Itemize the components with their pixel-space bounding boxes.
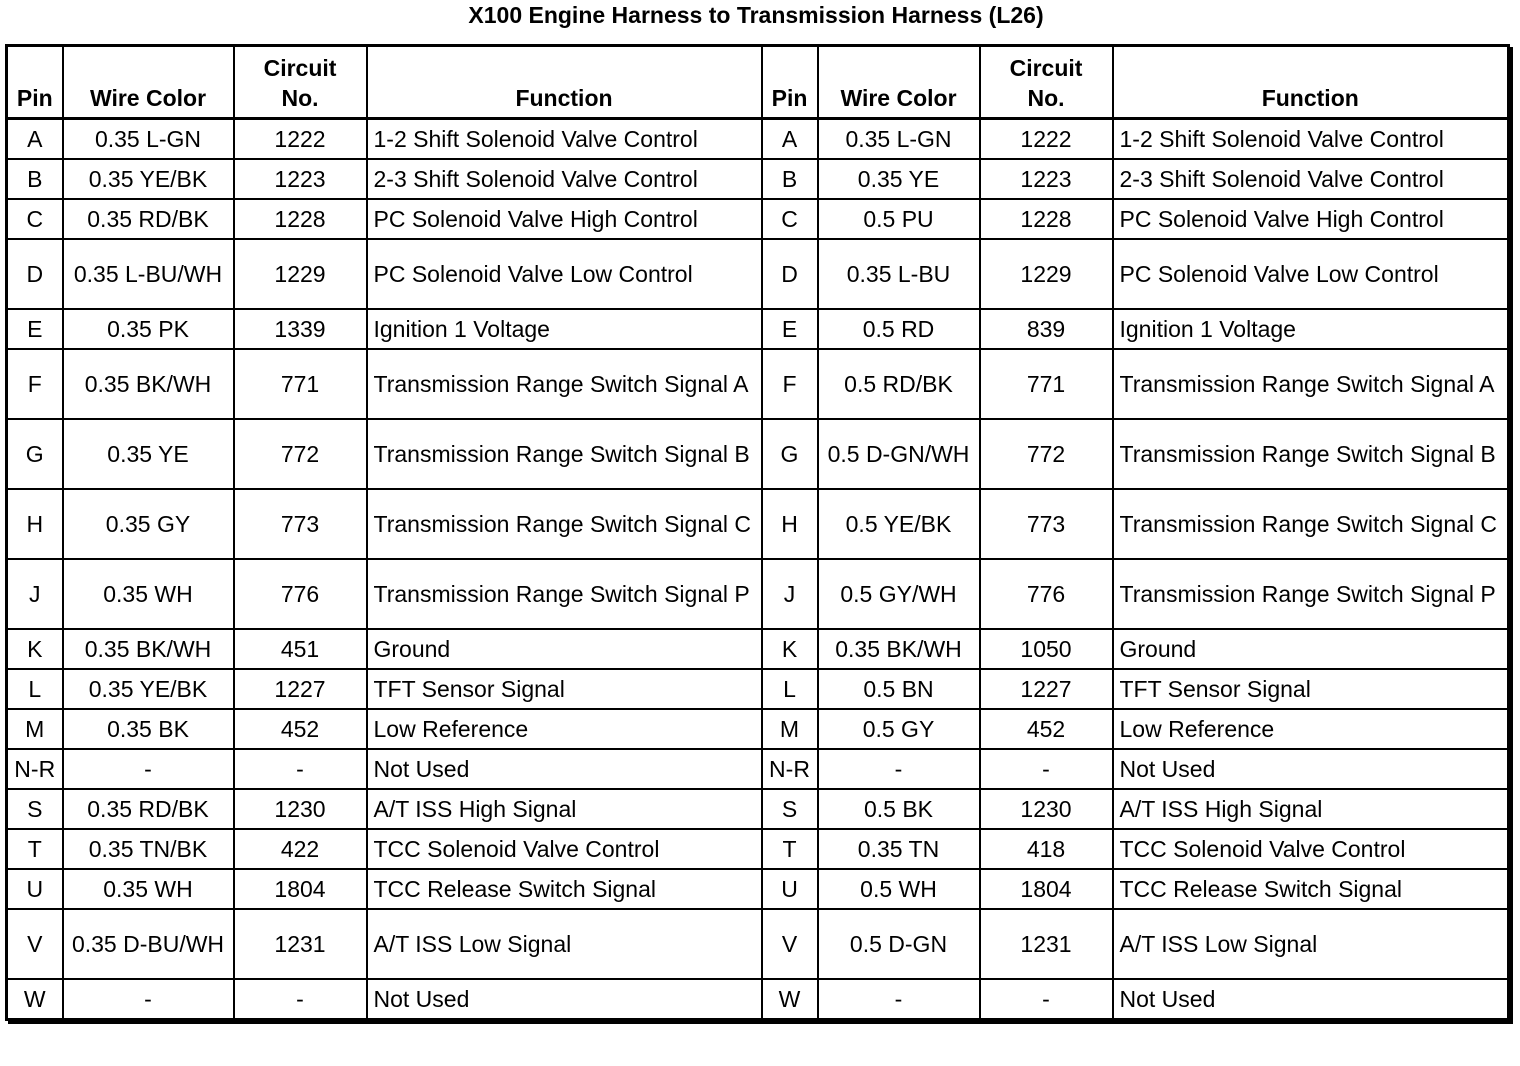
header-circuit-line2: No. (1027, 85, 1065, 111)
circuit-right: 772 (980, 419, 1113, 489)
wire-color-right: - (818, 979, 980, 1020)
connector-pinout-table (5, 44, 1510, 1021)
pin-left: M (7, 709, 63, 749)
circuit-left: 1222 (234, 119, 367, 160)
function-left: PC Solenoid Valve Low Control (367, 239, 762, 309)
circuit-left: 1804 (234, 869, 367, 909)
function-right: 2-3 Shift Solenoid Valve Control (1113, 159, 1509, 199)
circuit-left: 452 (234, 709, 367, 749)
table-row (7, 239, 1509, 309)
circuit-right: 1223 (980, 159, 1113, 199)
header-circuit-right (980, 46, 1113, 119)
table-row (7, 979, 1509, 1020)
wire-color-right: - (818, 749, 980, 789)
wire-color-left: 0.35 PK (63, 309, 234, 349)
pin-right: V (762, 909, 818, 979)
pin-right: A (762, 119, 818, 160)
circuit-left: 773 (234, 489, 367, 559)
circuit-left: - (234, 749, 367, 789)
wire-color-left: 0.35 TN/BK (63, 829, 234, 869)
circuit-left: 1339 (234, 309, 367, 349)
circuit-left: 1223 (234, 159, 367, 199)
pin-right: U (762, 869, 818, 909)
pin-right: G (762, 419, 818, 489)
function-right: Ignition 1 Voltage (1113, 309, 1509, 349)
circuit-left: 771 (234, 349, 367, 419)
wire-color-left: 0.35 WH (63, 559, 234, 629)
table-body (7, 119, 1509, 1020)
pin-left: S (7, 789, 63, 829)
wire-color-left: 0.35 YE/BK (63, 159, 234, 199)
function-left: TFT Sensor Signal (367, 669, 762, 709)
table-row (7, 749, 1509, 789)
pin-left: N-R (7, 749, 63, 789)
pin-left: U (7, 869, 63, 909)
circuit-right: 1227 (980, 669, 1113, 709)
function-left: Transmission Range Switch Signal C (367, 489, 762, 559)
function-left: A/T ISS High Signal (367, 789, 762, 829)
function-right: TCC Solenoid Valve Control (1113, 829, 1509, 869)
wire-color-right: 0.5 D-GN (818, 909, 980, 979)
circuit-right: 839 (980, 309, 1113, 349)
function-right: Transmission Range Switch Signal P (1113, 559, 1509, 629)
table-row (7, 709, 1509, 749)
wire-color-right: 0.35 TN (818, 829, 980, 869)
table-row (7, 489, 1509, 559)
function-left: TCC Solenoid Valve Control (367, 829, 762, 869)
table-row (7, 419, 1509, 489)
pin-left: F (7, 349, 63, 419)
pin-right: M (762, 709, 818, 749)
table-header (7, 46, 1509, 119)
table-row (7, 309, 1509, 349)
header-circuit-line1: Circuit (263, 55, 337, 81)
table-row (7, 199, 1509, 239)
wire-color-right: 0.5 RD/BK (818, 349, 980, 419)
wire-color-left: 0.35 RD/BK (63, 789, 234, 829)
wire-color-left: 0.35 D-BU/WH (63, 909, 234, 979)
wire-color-left: 0.35 WH (63, 869, 234, 909)
wire-color-right: 0.5 YE/BK (818, 489, 980, 559)
table-row (7, 559, 1509, 629)
header-circuit-line1: Circuit (1009, 55, 1083, 81)
table-row (7, 119, 1509, 160)
pin-right: J (762, 559, 818, 629)
wire-color-left: 0.35 GY (63, 489, 234, 559)
function-right: TCC Release Switch Signal (1113, 869, 1509, 909)
function-right: Low Reference (1113, 709, 1509, 749)
circuit-left: 451 (234, 629, 367, 669)
wire-color-left: 0.35 YE/BK (63, 669, 234, 709)
wire-color-left: 0.35 BK (63, 709, 234, 749)
wire-color-left: 0.35 BK/WH (63, 629, 234, 669)
function-right: Transmission Range Switch Signal B (1113, 419, 1509, 489)
wire-color-left: 0.35 YE (63, 419, 234, 489)
pin-right: W (762, 979, 818, 1020)
pin-right: E (762, 309, 818, 349)
circuit-right: 1804 (980, 869, 1113, 909)
wire-color-right: 0.35 L-GN (818, 119, 980, 160)
circuit-right: 1222 (980, 119, 1113, 160)
pin-left: V (7, 909, 63, 979)
wire-color-right: 0.5 PU (818, 199, 980, 239)
function-left: PC Solenoid Valve High Control (367, 199, 762, 239)
circuit-right: 773 (980, 489, 1113, 559)
table-row (7, 669, 1509, 709)
header-pin-left: Pin (7, 46, 63, 119)
table-title: X100 Engine Harness to Transmission Harness (L26) (468, 2, 1044, 28)
pin-left: L (7, 669, 63, 709)
function-right: Not Used (1113, 979, 1509, 1020)
function-right: PC Solenoid Valve High Control (1113, 199, 1509, 239)
table-row (7, 159, 1509, 199)
pin-left: G (7, 419, 63, 489)
circuit-left: - (234, 979, 367, 1020)
circuit-left: 1231 (234, 909, 367, 979)
wire-color-right: 0.5 RD (818, 309, 980, 349)
wire-color-left: 0.35 RD/BK (63, 199, 234, 239)
circuit-left: 1229 (234, 239, 367, 309)
pin-left: E (7, 309, 63, 349)
function-left: 2-3 Shift Solenoid Valve Control (367, 159, 762, 199)
table-row (7, 349, 1509, 419)
wire-color-left: 0.35 L-BU/WH (63, 239, 234, 309)
function-right: 1-2 Shift Solenoid Valve Control (1113, 119, 1509, 160)
circuit-left: 1228 (234, 199, 367, 239)
pin-right: N-R (762, 749, 818, 789)
pin-right: S (762, 789, 818, 829)
function-left: Transmission Range Switch Signal B (367, 419, 762, 489)
circuit-right: 776 (980, 559, 1113, 629)
circuit-left: 1230 (234, 789, 367, 829)
pin-left: K (7, 629, 63, 669)
table-row (7, 869, 1509, 909)
circuit-right: 452 (980, 709, 1113, 749)
wire-color-right: 0.5 WH (818, 869, 980, 909)
function-left: Not Used (367, 979, 762, 1020)
pin-right: F (762, 349, 818, 419)
circuit-right: 1229 (980, 239, 1113, 309)
wire-color-right: 0.5 GY (818, 709, 980, 749)
wire-color-left: - (63, 749, 234, 789)
header-pin-right: Pin (762, 46, 818, 119)
pin-right: T (762, 829, 818, 869)
circuit-left: 776 (234, 559, 367, 629)
circuit-right: 418 (980, 829, 1113, 869)
wire-color-left: - (63, 979, 234, 1020)
table-row (7, 909, 1509, 979)
pin-left: D (7, 239, 63, 309)
wire-color-right: 0.5 D-GN/WH (818, 419, 980, 489)
pin-left: A (7, 119, 63, 160)
pin-left: W (7, 979, 63, 1020)
header-function-left: Function (367, 46, 762, 119)
header-wire-color-right: Wire Color (818, 46, 980, 119)
pin-left: B (7, 159, 63, 199)
circuit-right: 1050 (980, 629, 1113, 669)
wire-color-right: 0.5 GY/WH (818, 559, 980, 629)
circuit-left: 1227 (234, 669, 367, 709)
function-left: Ground (367, 629, 762, 669)
wire-color-left: 0.35 L-GN (63, 119, 234, 160)
pin-right: D (762, 239, 818, 309)
function-left: Low Reference (367, 709, 762, 749)
circuit-right: 1231 (980, 909, 1113, 979)
function-right: Ground (1113, 629, 1509, 669)
circuit-right: - (980, 749, 1113, 789)
pin-right: H (762, 489, 818, 559)
pin-left: J (7, 559, 63, 629)
function-right: A/T ISS High Signal (1113, 789, 1509, 829)
header-function-right: Function (1113, 46, 1509, 119)
function-right: TFT Sensor Signal (1113, 669, 1509, 709)
circuit-left: 422 (234, 829, 367, 869)
function-left: Ignition 1 Voltage (367, 309, 762, 349)
circuit-right: 771 (980, 349, 1113, 419)
circuit-right: 1230 (980, 789, 1113, 829)
wire-color-left: 0.35 BK/WH (63, 349, 234, 419)
table-row (7, 629, 1509, 669)
pin-left: C (7, 199, 63, 239)
header-circuit-left (234, 46, 367, 119)
function-left: Not Used (367, 749, 762, 789)
pin-right: K (762, 629, 818, 669)
pin-right: L (762, 669, 818, 709)
circuit-right: 1228 (980, 199, 1113, 239)
pin-left: T (7, 829, 63, 869)
function-left: Transmission Range Switch Signal A (367, 349, 762, 419)
function-right: Transmission Range Switch Signal A (1113, 349, 1509, 419)
function-right: Transmission Range Switch Signal C (1113, 489, 1509, 559)
header-row (7, 46, 1509, 119)
wire-color-right: 0.35 BK/WH (818, 629, 980, 669)
circuit-left: 772 (234, 419, 367, 489)
wire-color-right: 0.5 BK (818, 789, 980, 829)
function-left: Transmission Range Switch Signal P (367, 559, 762, 629)
pin-right: B (762, 159, 818, 199)
function-right: Not Used (1113, 749, 1509, 789)
table-row (7, 789, 1509, 829)
header-wire-color-left: Wire Color (63, 46, 234, 119)
function-left: TCC Release Switch Signal (367, 869, 762, 909)
circuit-right: - (980, 979, 1113, 1020)
function-left: A/T ISS Low Signal (367, 909, 762, 979)
function-right: PC Solenoid Valve Low Control (1113, 239, 1509, 309)
pin-left: H (7, 489, 63, 559)
function-right: A/T ISS Low Signal (1113, 909, 1509, 979)
function-left: 1-2 Shift Solenoid Valve Control (367, 119, 762, 160)
wire-color-right: 0.35 YE (818, 159, 980, 199)
wire-color-right: 0.5 BN (818, 669, 980, 709)
table-row (7, 829, 1509, 869)
pin-right: C (762, 199, 818, 239)
wire-color-right: 0.35 L-BU (818, 239, 980, 309)
header-circuit-line2: No. (281, 85, 319, 111)
